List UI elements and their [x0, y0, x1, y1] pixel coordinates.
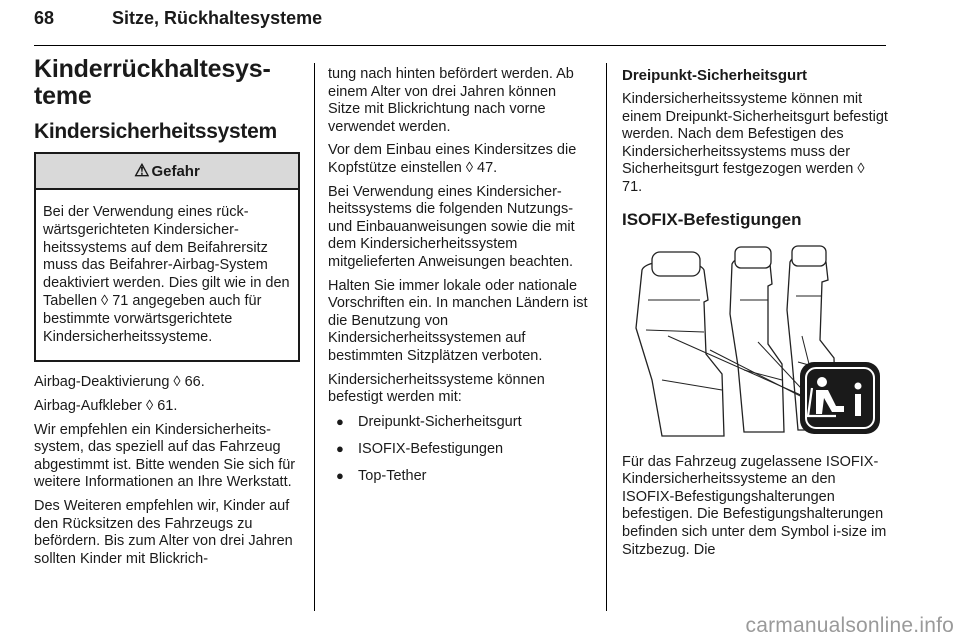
column-1	[34, 56, 300, 574]
rear-seat-paragraph: Des Weiteren empfehlen wir, Kinder auf den Rücksitzen des Fahrzeugs zu befördern. Bis zum Alter von drei Jahren sollten Kinder mit Blickrich-	[34, 497, 293, 567]
bullet-icon: ●	[336, 467, 344, 483]
mounting-intro-paragraph: Kindersicherheitssysteme können befestigt werden mit:	[328, 371, 545, 406]
warning-body: Bei der Verwendung eines rückwärtsgerichteten Kindersicherheitssystems auf dem Beifahrersitz muss das Beifahrer-Airbag-System deaktiviert werden. Dies gilt wie in den Tabellen ◊ 71 angegeben auch für bestimmte vorwärtsgerichtete Kindersicherheitssysteme.	[43, 204, 290, 345]
column-divider-2	[606, 63, 607, 611]
mounting-options-list	[328, 413, 590, 485]
chapter-title	[34, 56, 300, 110]
warning-box	[34, 152, 300, 362]
page-number: 68	[34, 8, 55, 28]
bullet-icon: ●	[336, 440, 344, 456]
three-point-belt-paragraph: Kindersicherheitssysteme können mit einem Dreipunkt-Sicherheitsgurt befestigt werden. Nach dem Befestigen des Kindersicherheitssystems muss der Sicherheitsgurt festgezogen werden ◊ 71.	[622, 91, 888, 195]
watermark: carmanualsonline.info	[745, 614, 954, 637]
warning-triangle-icon: ⚠	[134, 161, 150, 180]
regulations-paragraph: Halten Sie immer lokale oder nationale Vorschriften ein. In manchen Ländern ist die Benutzung von Kindersicherheitssystemen auf bestimmten Sitzplätzen verboten.	[328, 277, 588, 364]
section-title: Kindersicherheitssystem	[34, 120, 277, 143]
isofix-title: ISOFIX-Befestigungen	[622, 209, 802, 229]
isofix-paragraph: Für das Fahrzeug zugelassene ISOFIX-Kindersicherheitssysteme an den ISOFIX-Befestigungshalterungen befestigen. Die Befestigungshalterungen befinden sich unter dem Symbol i-size im Sitzbezug. Die	[622, 453, 887, 558]
warning-header	[36, 154, 298, 190]
warning-label: Gefahr	[151, 163, 200, 180]
header-rule	[34, 45, 886, 46]
chapter-title-line-2: teme	[34, 82, 92, 110]
isofix-child-seat-icon	[800, 362, 880, 434]
column-3	[622, 66, 888, 565]
column-2	[328, 66, 590, 494]
rear-seats-illustration	[622, 240, 888, 440]
column-divider-1	[314, 63, 315, 611]
list-item: ● Dreipunkt-Sicherheitsgurt	[336, 413, 522, 430]
facing-direction-paragraph: tung nach hinten befördert werden. Ab einem Alter von drei Jahren können Sitze mit Blickrichtung nach vorne verwendet werden.	[328, 66, 574, 135]
headrest-paragraph: Vor dem Einbau eines Kindersitzes die Kopfstütze einstellen ◊ 47.	[328, 142, 577, 176]
airbag-label-ref: Airbag-Aufkleber ◊ 61.	[34, 397, 178, 414]
three-point-belt-title: Dreipunkt-Sicherheitsgurt	[622, 67, 808, 84]
airbag-deactivation-ref: Airbag-Deaktivierung ◊ 66.	[34, 374, 205, 391]
recommendation-paragraph: Wir empfehlen ein Kindersicherheitssystem, das speziell auf das Fahrzeug abgestimmt ist. Bitte wenden Sie sich für weitere Informationen an Ihre Werkstatt.	[34, 421, 296, 491]
instructions-paragraph: Bei Verwendung eines Kindersicherheitssystems die folgenden Nutzungs- und Einbauanweisungen sowie die mit dem Kindersicherheitssystem mitgelieferten Anweisungen beachten.	[328, 183, 575, 270]
page-header-title: Sitze, Rückhaltesysteme	[112, 8, 323, 28]
chapter-title-line-1: Kinderrückhaltesys-	[34, 55, 271, 83]
list-item: ● Top-Tether	[336, 467, 427, 484]
list-item: ● ISOFIX-Befestigungen	[336, 440, 504, 457]
isofix-seat-illustration	[622, 240, 888, 440]
bullet-icon: ●	[336, 413, 344, 429]
